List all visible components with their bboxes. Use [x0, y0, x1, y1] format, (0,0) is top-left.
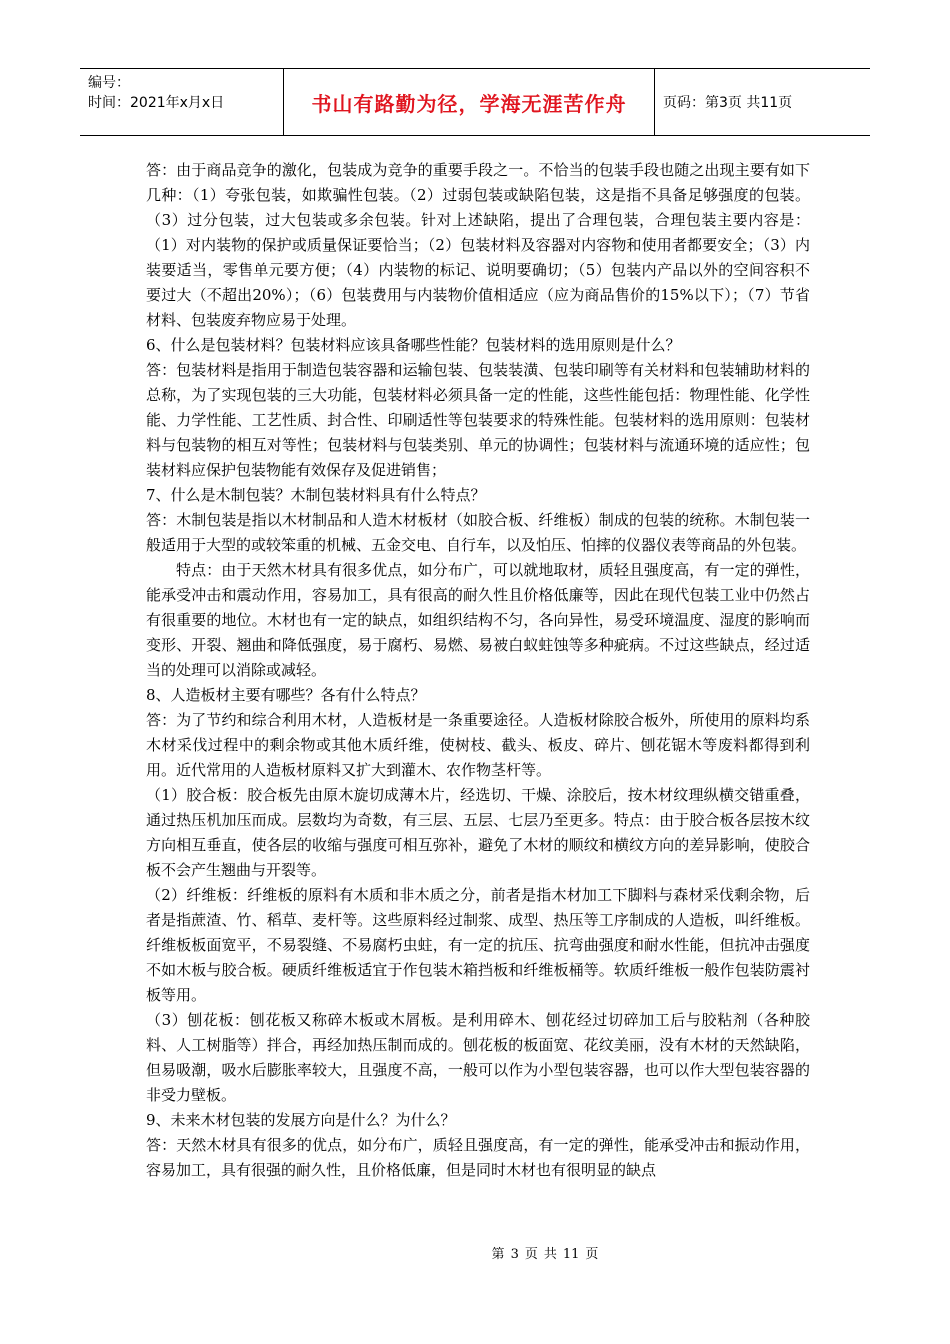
body-paragraph: （1）胶合板：胶合板先由原木旋切成薄木片，经选切、干燥、涂胶后，按木材纹理纵横交错重叠，通过热压机加压而成。层数均为奇数，有三层、五层、七层乃至更多。特点：由于胶合板各层按木纹方向相互垂直，使各层的收缩与强度可相互弥补，避免了木材的顺纹和横纹方向的差异影响，使胶合板不会产生翘曲与开裂等。	[146, 786, 810, 879]
body-paragraph: 答：天然木材具有很多的优点，如分布广，质轻且强度高，有一定的弹性，能承受冲击和振动作用，容易加工，具有很强的耐久性，且价格低廉，但是同时木材也有很明显的缺点	[146, 1136, 810, 1179]
question-paragraph: 7、什么是木制包装？木制包装材料具有什么特点？	[146, 486, 486, 504]
header-left-cell	[80, 69, 283, 135]
body-paragraph: （2）纤维板：纤维板的原料有木质和非木质之分，前者是指木材加工下脚料与森材采伐剩余物，后者是指蔗渣、竹、稻草、麦杆等。这些原料经过制浆、成型、热压等工序制成的人造板，叫纤维板。纤维板板面宽平，不易裂缝、不易腐朽虫蛀，有一定的抗压、抗弯曲强度和耐水性能，但抗冲击强度不如木板与胶合板。硬质纤维板适宜于作包装木箱挡板和纤维板桶等。软质纤维板一般作包装防震衬板等用。	[146, 886, 810, 1004]
page-number-label: 页码：第3页 共11页	[663, 95, 793, 111]
footer-word-di: 第	[491, 1247, 505, 1262]
question-paragraph: 6、什么是包装材料？包装材料应该具备哪些性能？包装材料的选用原则是什么？	[146, 336, 681, 354]
page-header	[80, 68, 870, 136]
footer-page-number: 3	[510, 1247, 519, 1262]
question-paragraph: 9、未来木材包装的发展方向是什么？为什么？	[146, 1111, 456, 1129]
body-paragraph: 特点：由于天然木材具有很多优点，如分布广，可以就地取材，质轻且强度高，有一定的弹性，能承受冲击和震动作用，容易加工，具有很高的耐久性且价格低廉等，因此在现代包装工业中仍然占有很重要的地位。木材也有一定的缺点，如组织结构不匀，各向异性，易受环境温度、湿度的影响而变形、开裂、翘曲和降低强度，易于腐朽、易燃、易被白蚁蛀蚀等多种疵病。不过这些缺点，经过适当的处理可以消除或减轻。	[146, 561, 810, 679]
document-body	[146, 158, 810, 1183]
serial-label: 编号：	[88, 75, 130, 91]
header-right-cell	[655, 69, 870, 135]
question-paragraph: 8、人造板材主要有哪些？各有什么特点？	[146, 686, 426, 704]
body-paragraph: 答：木制包装是指以木材制品和人造木材板材（如胶合板、纤维板）制成的包装的统称。木制包装一般适用于大型的或较笨重的机械、五金交电、自行车，以及怕压、怕摔的仪器仪表等商品的外包装。	[146, 511, 810, 554]
footer-word-ye-2: 页	[585, 1247, 599, 1262]
header-motto: 书山有路勤为径，学海无涯苦作舟	[311, 91, 627, 116]
header-middle-cell	[283, 69, 655, 135]
footer-word-ye: 页	[524, 1247, 538, 1262]
body-paragraph: 答：由于商品竞争的激化，包装成为竞争的重要手段之一。不恰当的包装手段也随之出现主要有如下几种：（1）夸张包装，如欺骗性包装。（2）过弱包装或缺陷包装，这是指不具备足够强度的包装。（3）过分包装，过大包装或多余包装。针对上述缺陷，提出了合理包装，合理包装主要内容是：（1）对内装物的保护或质量保证要恰当；（2）包装材料及容器对内容物和使用者都要安全；（3）内装要适当，零售单元要方便；（4）内装物的标记、说明要确切；（5）包装内产品以外的空间容积不要过大（不超出20%）；（6）包装费用与内装物价值相适应（应为商品售价的15%以下）；（7）节省材料、包装废弃物应易于处理。	[146, 161, 810, 329]
footer-word-gong: 共	[543, 1247, 557, 1262]
body-paragraph: 答：为了节约和综合利用木材，人造板材是一条重要途径。人造板材除胶合板外，所使用的原料均系木材采伐过程中的剩余物或其他木质纤维，使树枝、截头、板皮、碎片、刨花锯木等废料都得到利用。近代常用的人造板材原料又扩大到灌木、农作物茎杆等。	[146, 711, 810, 779]
date-label: 时间：2021年x月x日	[88, 95, 225, 111]
page-footer	[0, 1243, 950, 1262]
body-paragraph: （3）刨花板：刨花板又称碎木板或木屑板。是利用碎木、刨花经过切碎加工后与胶粘剂（各种胶料、人工树脂等）拌合，再经加热压制而成的。刨花板的板面宽、花纹美丽，没有木材的天然缺陷，但易吸潮，吸水后膨胀率较大，且强度不高，一般可以作为小型包装容器，也可以作大型包装容器的非受力壁板。	[146, 1011, 810, 1104]
body-paragraph: 答：包装材料是指用于制造包装容器和运输包装、包装装潢、包装印刷等有关材料和包装辅助材料的总称，为了实现包装的三大功能，包装材料必须具备一定的性能，这些性能包括：物理性能、化学性能、力学性能、工艺性质、封合性、印刷适性等包装要求的特殊性能。包装材料的选用原则：包装材料与包装物的相互对等性；包装材料与包装类别、单元的协调性；包装材料与流通环境的适应性；包装材料应保护包装物能有效保存及促进销售；	[146, 361, 810, 479]
footer-total-pages: 11	[562, 1247, 580, 1262]
